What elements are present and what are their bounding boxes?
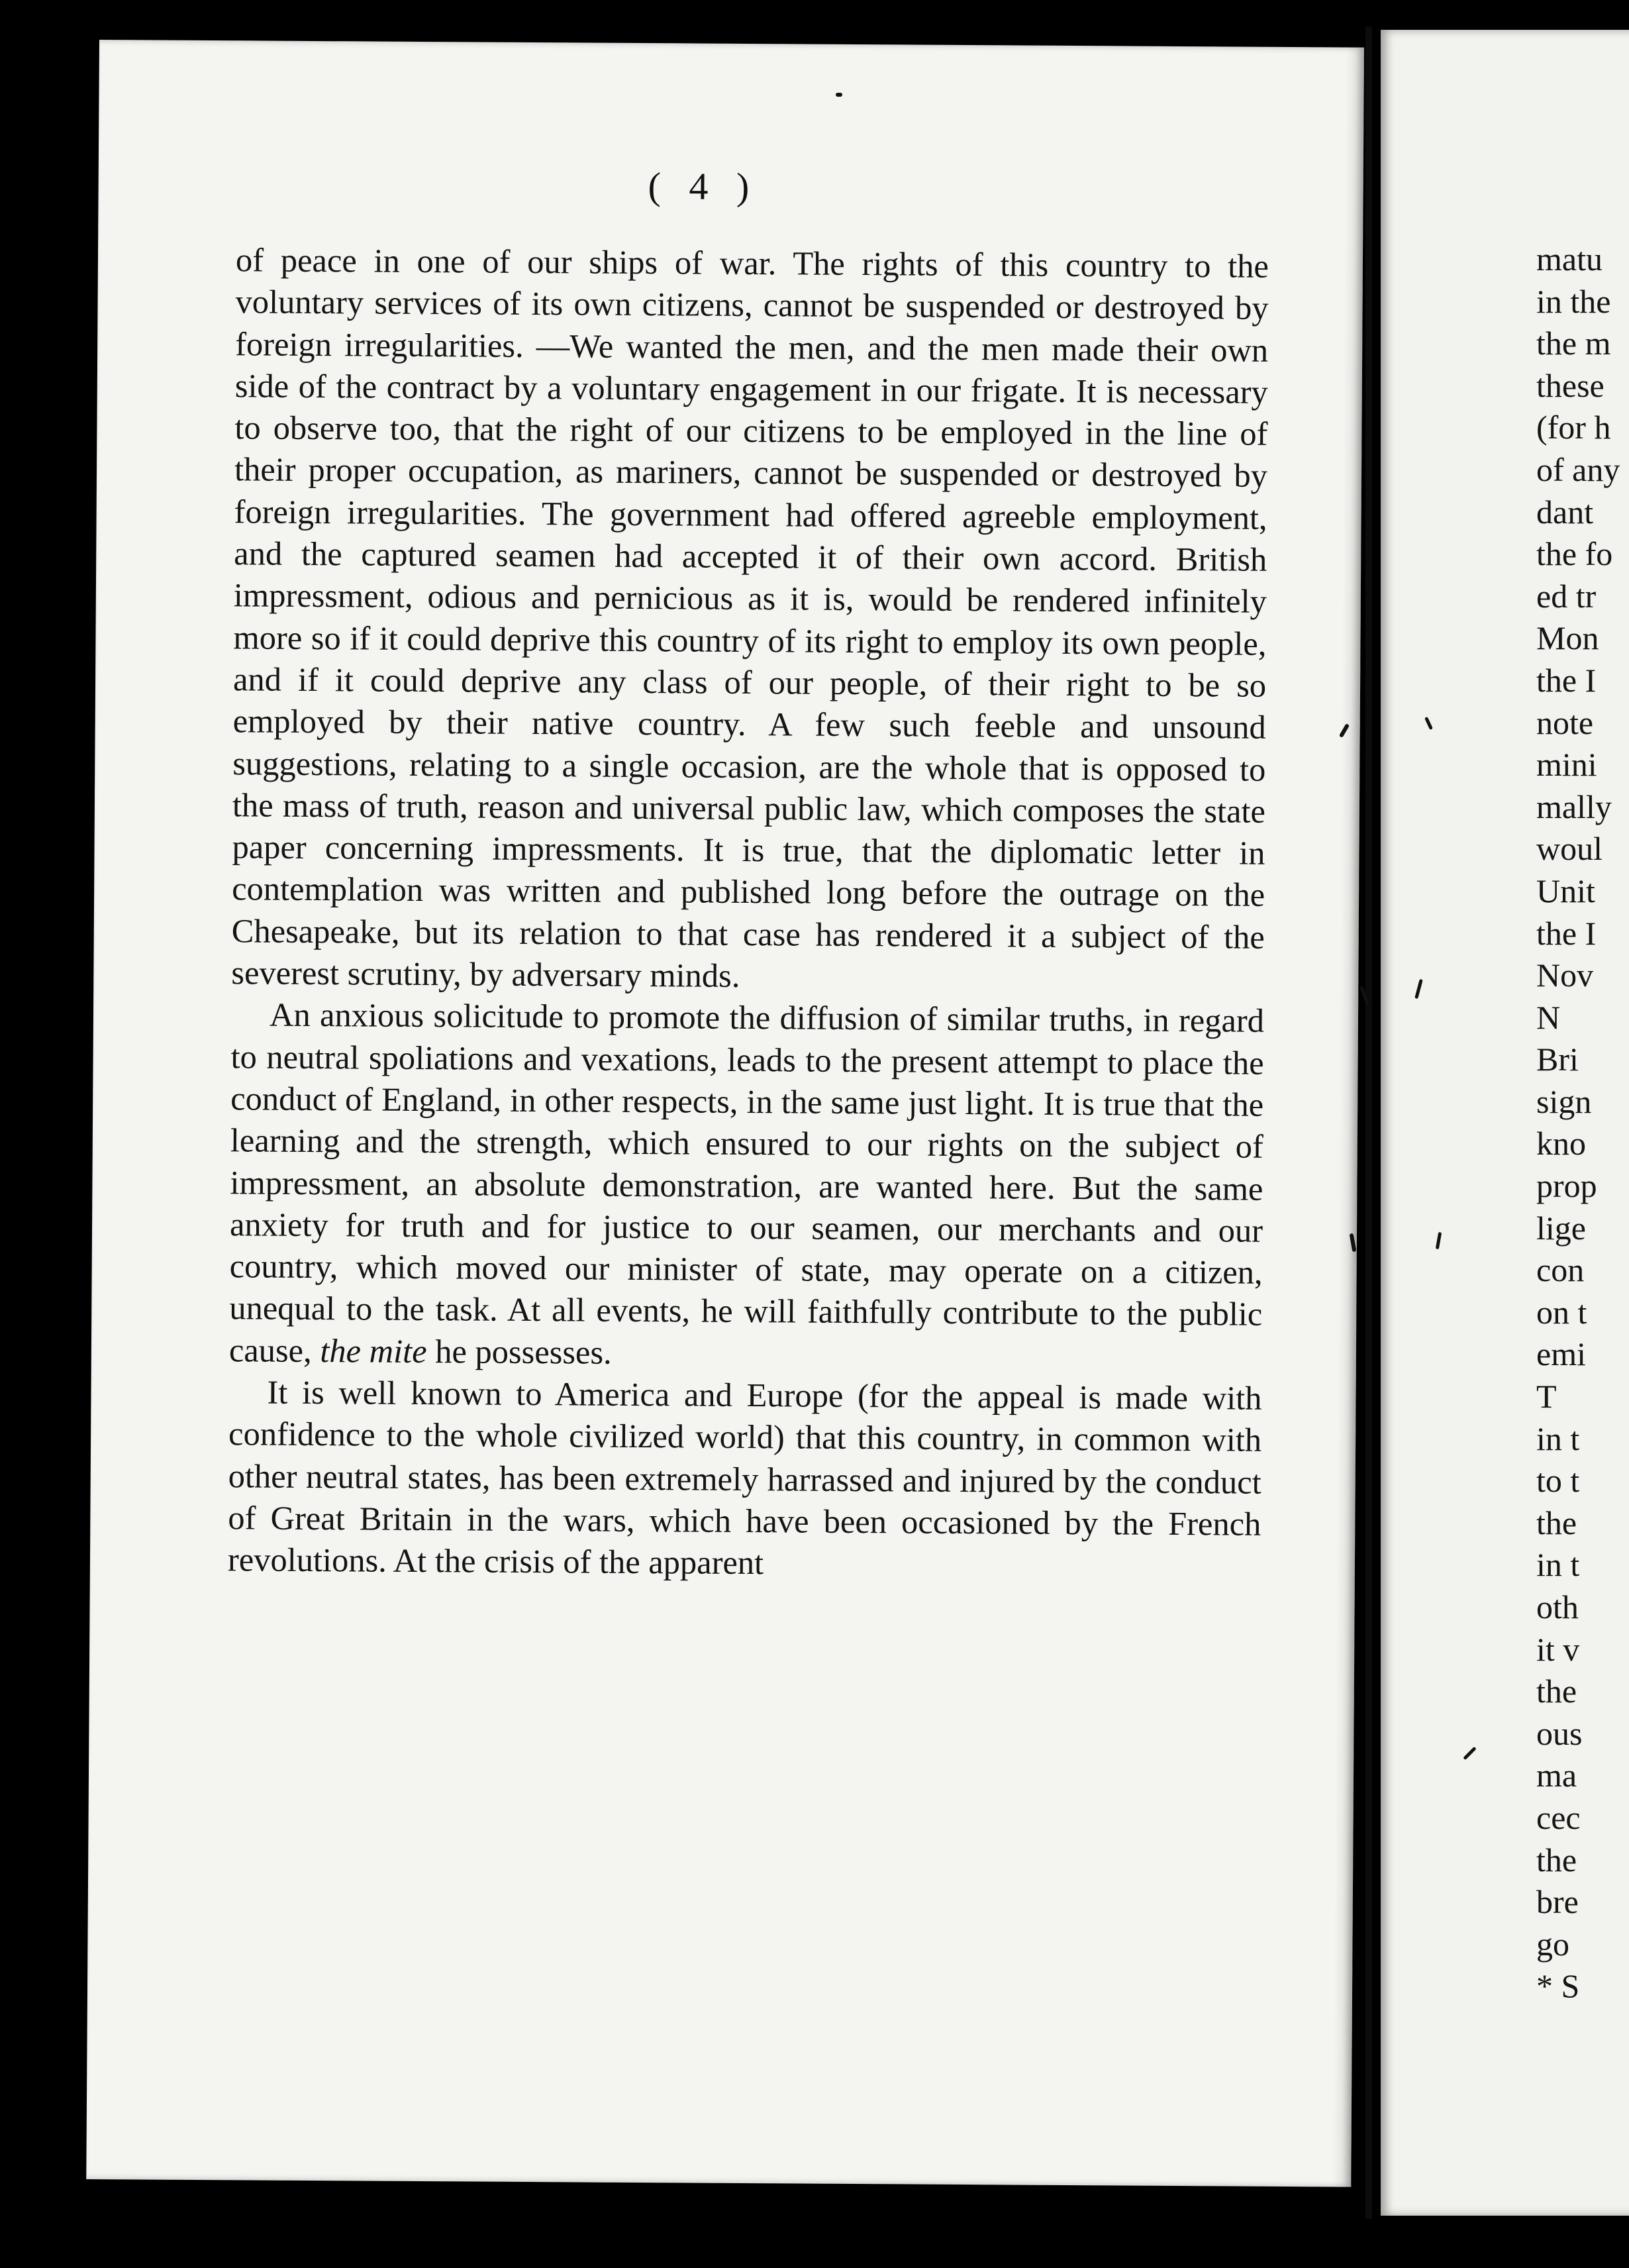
next-page-fragment: ed tr bbox=[1536, 577, 1597, 615]
next-page-fragment: emi bbox=[1536, 1335, 1586, 1373]
next-page-fragment: note bbox=[1536, 703, 1594, 741]
next-page-fragment: in t bbox=[1536, 1546, 1580, 1584]
next-page-fragment: dant bbox=[1536, 493, 1594, 531]
paragraph-1: of peace in one of our ships of war. The rights of this country to the voluntary services of its own citizens, cannot be suspended or destroyed by foreign irregularities. —We wanted the men, and the men made their own side of the contract by a voluntary engagement in our frigate. It is necessary to observe too, that the right of our citizens to be employed in the line of their proper occupation, as mariners, cannot be suspended or destroyed by foreign irregularities. The government had offered agreeble employment, and the captured seamen had accepted it of their own accord. British impressment, odious and pernicious as it is, would be rendered infinitely more so if it could deprive this country of its right to employ its own people, and if it could deprive any class of our people, of their right to be so employed by their native country. A few such feeble and unsound suggestions, relating to a single occasion, are the whole that is opposed to the mass of truth, reason and universal public law, which composes the state paper concerning impressments. It is true, that the diplomatic letter in contemplation was written and published long before the outrage on the Chesapeake, but its relation to that case has rendered it a subject of the severest scrutiny, by adversary minds. bbox=[231, 241, 1269, 994]
next-page-fragment: the m bbox=[1536, 325, 1611, 362]
left-page bbox=[86, 40, 1364, 2187]
body-text bbox=[228, 239, 1269, 1587]
next-page-fragment: N bbox=[1536, 998, 1561, 1036]
next-page-fragment: Mon bbox=[1536, 619, 1599, 657]
next-page-fragment: the bbox=[1536, 1841, 1577, 1879]
next-page-fragment: the I bbox=[1536, 661, 1597, 699]
scan-speck bbox=[836, 93, 842, 97]
next-page-fragment: go bbox=[1536, 1925, 1569, 1963]
next-page-fragment: kno bbox=[1536, 1125, 1586, 1162]
mite-phrase: the mite bbox=[320, 1331, 427, 1370]
next-page-fragment: Unit bbox=[1536, 872, 1595, 909]
next-page-fragment: woul bbox=[1536, 830, 1603, 868]
next-page-fragment: ous bbox=[1536, 1714, 1583, 1752]
paragraph-2-text: An anxious solicitude to promote the diffusion of similar truths, in regard to neutral spoliations and vexations, leads to the present attempt to place the conduct of England, in other respects, in the same just light. It is true that the learning and the strength, which ensured to our rights on the subject of impressment, an absolute demonstration, are wanted here. But the same anxiety for truth and for justice to our seamen, our merchants and our country, which moved our minister of state, may operate on a citizen, unequal to the task. At all events, he will faithfully contribute to the public cause, bbox=[228, 996, 1265, 1369]
next-page-fragments bbox=[1536, 238, 1620, 2008]
next-page-fragment: it v bbox=[1536, 1630, 1580, 1668]
next-page-fragment: * S bbox=[1536, 1967, 1580, 2005]
paragraph-2 bbox=[229, 994, 1264, 1378]
next-page-fragment: ma bbox=[1536, 1757, 1577, 1794]
next-page-fragment: matu bbox=[1536, 240, 1603, 278]
next-page-fragment: Bri bbox=[1536, 1041, 1579, 1078]
paragraph-2-end: he possesses. bbox=[435, 1332, 612, 1371]
next-page-fragment: the bbox=[1536, 1504, 1577, 1541]
page-number: ( 4 ) bbox=[648, 164, 759, 209]
next-page-fragment: in the bbox=[1536, 282, 1611, 320]
next-page-fragment: the bbox=[1536, 1673, 1577, 1710]
next-page-fragment: (for h bbox=[1536, 409, 1611, 446]
next-page-fragment: on t bbox=[1536, 1293, 1587, 1331]
next-page-fragment: Nov bbox=[1536, 956, 1594, 994]
next-page-fragment: mally bbox=[1536, 788, 1612, 825]
next-page-fragment: sign bbox=[1536, 1082, 1592, 1120]
next-page-fragment: mini bbox=[1536, 746, 1597, 784]
next-page-fragment: lige bbox=[1536, 1209, 1586, 1247]
next-page-fragment: con bbox=[1536, 1251, 1585, 1289]
next-page-fragment: bre bbox=[1536, 1883, 1579, 1921]
next-page-fragment: oth bbox=[1536, 1588, 1579, 1625]
next-page-fragment: cec bbox=[1536, 1798, 1581, 1836]
next-page-fragment: of any bbox=[1536, 450, 1620, 488]
next-page-fragment: these bbox=[1536, 366, 1604, 404]
next-page-fragment: T bbox=[1536, 1378, 1557, 1416]
next-page-fragment: to t bbox=[1536, 1462, 1580, 1500]
gutter-shadow bbox=[1365, 26, 1372, 2219]
next-page-fragment: the I bbox=[1536, 914, 1597, 952]
next-page-fragment: prop bbox=[1536, 1167, 1597, 1205]
next-page-fragment: the fo bbox=[1536, 535, 1613, 573]
next-page-fragment: in t bbox=[1536, 1419, 1580, 1457]
paragraph-3: It is well known to America and Europe (for the appeal is made with confidence to the whole civilized world) that this country, in common with other neutral states, has been extremely harrassed and injured by the conduct of Great Britain in the wars, which have been occasioned by the French revolutions. At the crisis of the apparent bbox=[227, 1373, 1262, 1582]
